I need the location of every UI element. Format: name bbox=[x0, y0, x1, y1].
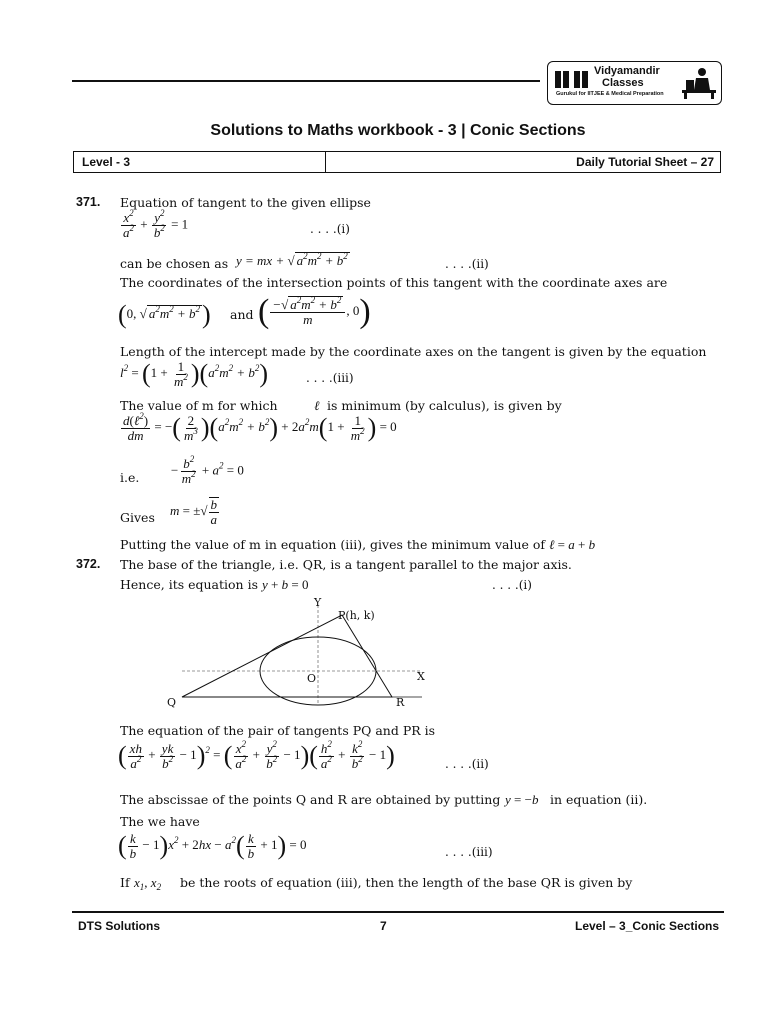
q371-tag-iii: . . . .(iii) bbox=[306, 371, 354, 385]
q371-line4: Length of the intercept made by the coordinate axes on the tangent is given by the equation bbox=[120, 344, 707, 359]
q372-line4: The abscissae of the points Q and R are obtained by putting bbox=[120, 792, 501, 807]
footer-right: Level – 3_Conic Sections bbox=[575, 919, 720, 933]
logo-name-line2: Classes bbox=[602, 77, 644, 89]
top-rule bbox=[72, 80, 540, 82]
q372-line5: The we have bbox=[120, 814, 200, 829]
ellipse-equation: $\frac{x^2}{a^2}$ + $\frac{y^2}{b^2}$ = 1 bbox=[123, 208, 189, 240]
intersection-point-2: ( $\frac{-√ a^2m^2 + b^2}{m}$ , 0) bbox=[258, 293, 371, 330]
q372-line6b: be the roots of equation (iii), then the length of the base QR is given by bbox=[180, 875, 633, 890]
book-icon bbox=[554, 68, 590, 90]
figure-label-p: P(h, k) bbox=[338, 609, 375, 622]
q371-and: and bbox=[230, 307, 254, 322]
footer-rule bbox=[72, 911, 724, 913]
q371-line1: Equation of tangent to the given ellipse bbox=[120, 195, 371, 210]
question-number-371: 371. bbox=[76, 195, 101, 209]
level-header-box bbox=[73, 151, 721, 173]
logo-name: Vidyamandir bbox=[594, 65, 660, 77]
min-value: ℓ = a + b bbox=[549, 537, 596, 552]
sheet-label: Daily Tutorial Sheet – 27 bbox=[576, 155, 714, 169]
q371-tag-ii: . . . .(ii) bbox=[445, 257, 489, 271]
figure-label-y: Y bbox=[314, 596, 322, 609]
brand-logo bbox=[547, 61, 722, 105]
q371-line5: The value of m for which bbox=[120, 398, 278, 413]
q372-line2: Hence, its equation is bbox=[120, 577, 258, 592]
figure-label-o: O bbox=[307, 672, 317, 685]
intercept-length-equation: $l^2 = (1$ + $\frac{1}{m^2}$ )$(a^2m^2 + b^2)$ bbox=[120, 358, 269, 389]
q371-gives: Gives bbox=[120, 510, 155, 525]
q371-ie: i.e. bbox=[120, 470, 140, 485]
q371-line3: The coordinates of the intersection points of this tangent with the coordinate axes are bbox=[120, 275, 668, 290]
q372-tag-i: . . . .(i) bbox=[492, 578, 532, 592]
pair-of-tangents-equation: ( $\frac{xh}{a^2}$ + $\frac{yk}{b^2}$ − 1)$^2$ = ( $\frac{x^2}{a^2}$ + $\frac{y^2}{b^2}$ − 1)( $\frac{h^2}{a^2}$ + $\frac{k^2}{b^2}$ − 1) bbox=[118, 738, 395, 771]
q371-line5b: is minimum (by calculus), is given by bbox=[327, 398, 562, 413]
m-solution: m = ±√ $\frac{b}{a}$ bbox=[170, 497, 217, 527]
level-label: Level - 3 bbox=[82, 155, 131, 169]
substitution: y = −b bbox=[505, 792, 539, 807]
roots-symbols: $x_1$, $x_2$ bbox=[134, 875, 162, 892]
ell-symbol: ℓ bbox=[314, 398, 320, 413]
ellipse-triangle-figure bbox=[160, 593, 450, 713]
simplified-equation: − $\frac{b^2}{m^2}$ + $a^2 = 0$ bbox=[170, 454, 244, 486]
q372-tag-ii: . . . .(ii) bbox=[445, 757, 489, 771]
page-title: Solutions to Maths workbook - 3 | Conic Sections bbox=[210, 122, 586, 139]
q372-line3: The equation of the pair of tangents PQ and PR is bbox=[120, 723, 436, 738]
figure-label-q: Q bbox=[167, 696, 177, 709]
derivative-equation: $\frac{d(\ell^2)}{dm}$ = −( $\frac{2}{m^3}$ )$(a^2m^2 + b^2) + 2a^2m(1$ + $\frac{1}{m^2}$ ) = 0 bbox=[123, 410, 397, 443]
tangent-equation: y = mx + √ $a^2m^2 + b^2$ bbox=[236, 251, 348, 268]
question-number-372: 372. bbox=[76, 557, 101, 571]
footer-left: DTS Solutions bbox=[78, 919, 160, 933]
q371-line2: can be chosen as bbox=[120, 256, 229, 271]
q372-line6a: If bbox=[120, 875, 130, 890]
q372-line1: The base of the triangle, i.e. QR, is a tangent parallel to the major axis. bbox=[120, 557, 572, 572]
quadratic-equation: ( $\frac{k}{b}$ − $1)x^2 + 2hx - a^2$( $\frac{k}{b}$ + 1) = 0 bbox=[118, 830, 307, 861]
q372-line4b: in equation (ii). bbox=[550, 792, 648, 807]
q371-line6: Putting the value of m in equation (iii), gives the minimum value of bbox=[120, 537, 546, 552]
q372-tag-iii: . . . .(iii) bbox=[445, 845, 493, 859]
q371-tag-i: . . . .(i) bbox=[310, 222, 350, 236]
student-desk-icon bbox=[680, 66, 718, 100]
intersection-point-1: (0, √ $a^2m^2 + b^2$) bbox=[118, 300, 211, 329]
logo-tagline: Gurukul for IITJEE & Medical Preparation bbox=[556, 91, 664, 97]
figure-label-x: X bbox=[417, 670, 425, 683]
base-equation: y + b = 0 bbox=[262, 577, 309, 592]
page-number: 7 bbox=[380, 919, 387, 933]
figure-label-r: R bbox=[396, 696, 405, 709]
